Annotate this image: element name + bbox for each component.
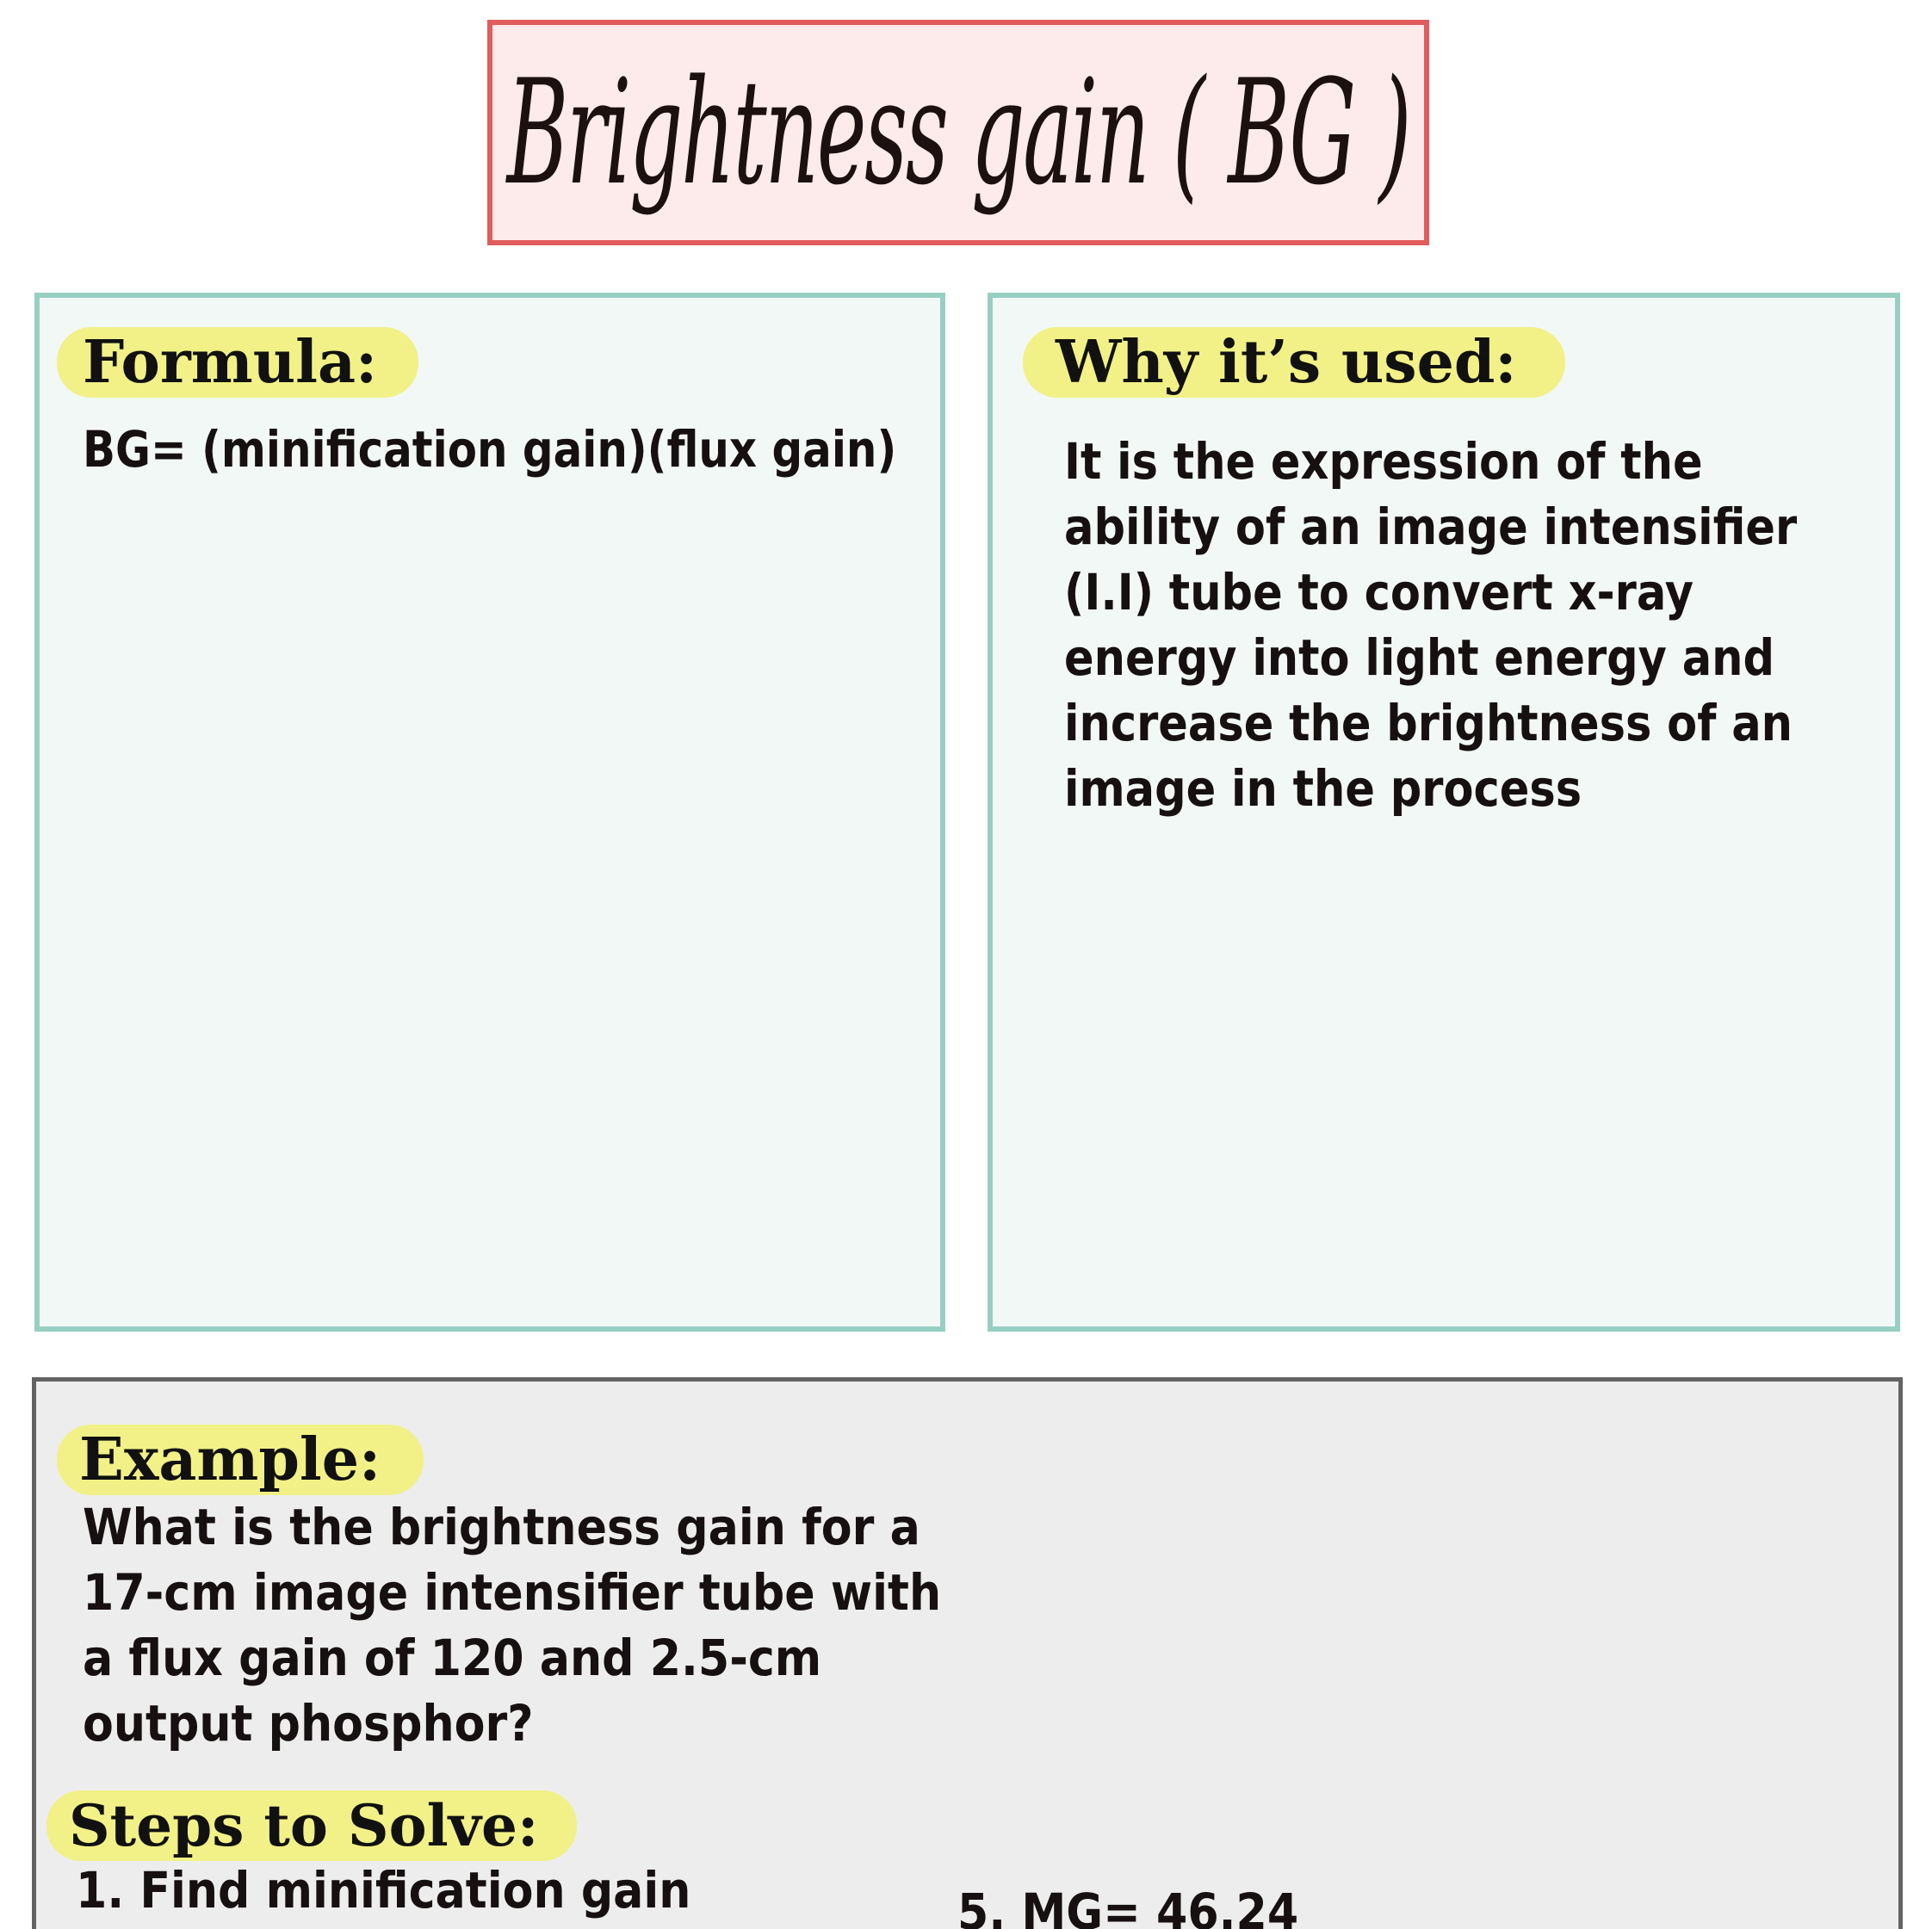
- example-question-line: a flux gain of 120 and 2.5-cm: [83, 1629, 822, 1687]
- why-line: ability of an image intensifier: [1064, 498, 1798, 556]
- why-line: (I.I) tube to convert x-ray: [1064, 563, 1694, 621]
- steps-heading: Steps to Solve:: [46, 1790, 577, 1861]
- formula-heading: Formula:: [57, 327, 418, 398]
- page-title: Brightness gain ( BG ): [506, 48, 1410, 217]
- step-1-text: 1. Find minification gain: [76, 1861, 691, 1920]
- why-line: energy into light energy and: [1064, 628, 1775, 687]
- why-line: image in the process: [1064, 759, 1582, 818]
- why-line: increase the brightness of an: [1064, 694, 1793, 752]
- title-banner: [487, 20, 1429, 245]
- example-question-line: output phosphor?: [83, 1694, 534, 1753]
- why-line: It is the expression of the: [1064, 432, 1703, 491]
- step-5-text: 5. MG= 46.24: [957, 1883, 1299, 1929]
- example-question: [83, 1494, 941, 1756]
- why-text: [1064, 429, 1797, 821]
- example-heading: Example:: [57, 1425, 424, 1495]
- formula-text: BG= (minification gain)(flux gain): [83, 420, 897, 479]
- example-question-line: What is the brightness gain for a: [83, 1498, 920, 1556]
- why-heading: Why it’s used:: [1023, 327, 1565, 398]
- example-question-line: 17-cm image intensifier tube with: [83, 1563, 942, 1622]
